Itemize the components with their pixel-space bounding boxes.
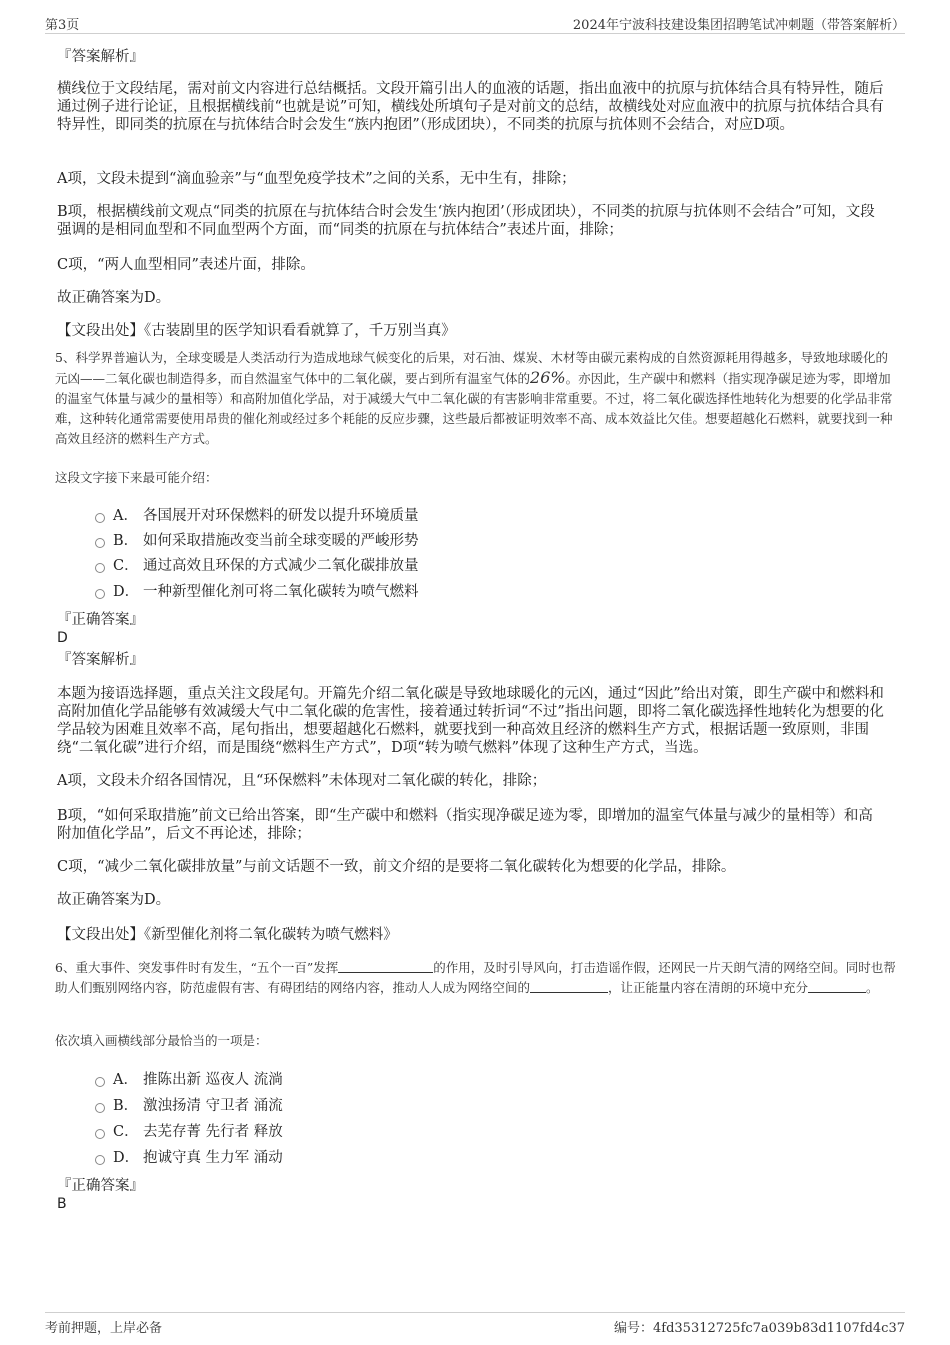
page-number: 第3页: [45, 18, 80, 33]
q4-analysis-option-c: C项，“两人血型相同”表述片面，排除。: [57, 257, 315, 273]
q5-option-d[interactable]: D． 一种新型催化剂可将二氧化碳转为喷气燃料: [95, 583, 419, 601]
radio-icon[interactable]: [95, 589, 105, 599]
q4-analysis-paragraph: 横线位于文段结尾，需对前文内容进行总结概括。文段开篇引出人的血液的话题，指出血液中的抗原与抗体结合具有特异性，随后通过例子进行论证，且根据横线前“也就是说”可知，横线处所填句子是对前文的总结，故横线处对应血液中的抗原与抗体结合具有特异性，即同类的抗原在与抗体结合时会发生“族内抱团”（形成团块），不同类的抗原与抗体则不会结合，对应D项。: [57, 81, 884, 133]
q6-option-a[interactable]: A． 推陈出新 巡夜人 流淌: [95, 1071, 283, 1089]
document-title: 2024年宁波科技建设集团招聘笔试冲刺题（带答案解析）: [572, 18, 905, 33]
radio-icon[interactable]: [95, 1077, 105, 1087]
q6-option-d[interactable]: D． 抱诚守真 生力军 涌动: [95, 1149, 283, 1167]
radio-icon[interactable]: [95, 563, 105, 573]
radio-icon[interactable]: [95, 538, 105, 548]
radio-icon[interactable]: [95, 1129, 105, 1139]
q6-stem: 6、重大事件、突发事件时有发生，“五个一百”发挥 的作用，及时引导风向，打击造谣作假，还网民一片天朗气清的网络空间。同时也帮助人们甄别网络内容，防范虚假有害、有碍团结的网络内容，推动人人成为网络空间的 ，让正能量内容在清朗的环境中充分 。: [55, 960, 896, 995]
q5-option-c[interactable]: C． 通过高效且环保的方式减少二氧化碳排放量: [95, 557, 419, 575]
q5-answer-label: 『正确答案』: [57, 612, 144, 628]
q4-conclusion: 故正确答案为D。: [57, 290, 171, 306]
fill-blank-3[interactable]: [808, 981, 866, 993]
fill-blank-1[interactable]: [338, 961, 433, 973]
footer-slogan: 考前押题，上岸必备: [45, 1321, 163, 1336]
radio-icon[interactable]: [95, 1155, 105, 1165]
q5-source: 【文段出处】《新型催化剂将二氧化碳转为喷气燃料》: [57, 927, 398, 943]
q5-analysis-paragraph: 本题为接语选择题，重点关注文段尾句。开篇先介绍二氧化碳是导致地球暖化的元凶，通过“因此”给出对策，即生产碳中和燃料和高附加值化学品能够有效减缓大气中二氧化碳的危害性，接着通过转折词“不过”指出问题，即将二氧化碳选择性地转化为想要的化学品较为困难且效率不高，尾句指出，想要超越化石燃料，就要找到一种高效且经济的燃料生产方式，根据话题一致原则，非围绕“二氧化碳”进行介绍，而是围绕“燃料生产方式”，D项“转为喷气燃料”体现了这种生产方式，当选。: [57, 686, 884, 756]
q5-stem: 5、科学界普遍认为，全球变暖是人类活动行为造成地球气候变化的后果，对石油、煤炭、木材等由碳元素构成的自然资源耗用得越多，导致地球暖化的元凶——二氧化碳也制造得多，而自然温室气体中的二氧化碳，要占到所有温室气体的26%。亦因此，生产碳中和燃料（指实现净碳足迹为零，即增加的温室气体量与减少的量相等）和高附加值化学品，对于减缓大气中二氧化碳的有害影响非常重要。不过，将二氧化碳选择性地转化为想要的化学品非常难，这种转化通常需要使用昂贵的催化剂或经过多个耗能的反应步骤，这些最后都被证明效率不高、成本效益比欠佳。想要超越化石燃料，就要找到一种高效且经济的燃料生产方式。: [55, 350, 893, 446]
q5-analysis-option-c: C项，“减少二氧化碳排放量”与前文话题不一致，前文介绍的是要将二氧化碳转化为想要的化学品，排除。: [57, 859, 736, 875]
q4-analysis-option-b: B项，根据横线前文观点“同类的抗原在与抗体结合时会发生‘族内抱团’（形成团块），不同类的抗原与抗体则不会结合”可知，文段强调的是相同血型和不同血型两个方面，而“同类的抗原在与抗体结合”表述片面，排除；: [57, 204, 875, 238]
q6-prompt: 依次填入画横线部分最恰当的一项是：: [55, 1033, 268, 1048]
q5-analysis-option-b: B项，“如何采取措施”前文已给出答案，即“生产碳中和燃料（指实现净碳足迹为零，即增加的温室气体量与减少的量相等）和高附加值化学品”，后文不再论述，排除；: [57, 808, 873, 842]
q6-answer: B: [57, 1196, 67, 1212]
q5-conclusion: 故正确答案为D。: [57, 892, 171, 908]
q5-option-b[interactable]: B． 如何采取措施改变当前全球变暖的严峻形势: [95, 532, 419, 550]
q5-analysis-label: 『答案解析』: [57, 652, 144, 668]
q4-analysis-label: 『答案解析』: [57, 49, 144, 65]
q4-source: 【文段出处】《古装剧里的医学知识看看就算了，千万别当真》: [57, 323, 456, 339]
page-header: [45, 14, 905, 34]
radio-icon[interactable]: [95, 513, 105, 523]
q6-option-c[interactable]: C． 去芜存菁 先行者 释放: [95, 1123, 283, 1141]
q5-option-a[interactable]: A． 各国展开对环保燃料的研发以提升环境质量: [95, 507, 419, 525]
q4-analysis-option-a: A项，文段未提到“滴血验亲”与“血型免疫学技术”之间的关系，无中生有，排除；: [57, 171, 576, 187]
document-code: 编号：4fd35312725fc7a039b83d1107fd4c37: [614, 1321, 905, 1336]
page-footer: [45, 1312, 905, 1334]
q6-option-b[interactable]: B． 激浊扬清 守卫者 涌流: [95, 1097, 283, 1115]
q5-analysis-option-a: A项，文段未介绍各国情况，且“环保燃料”未体现对二氧化碳的转化，排除；: [57, 773, 547, 789]
radio-icon[interactable]: [95, 1103, 105, 1113]
q5-answer: D: [57, 630, 68, 646]
q5-percent: 26%: [530, 368, 566, 387]
q5-prompt: 这段文字接下来最可能介绍：: [55, 470, 218, 485]
q6-answer-label: 『正确答案』: [57, 1178, 144, 1194]
fill-blank-2[interactable]: [530, 981, 608, 993]
